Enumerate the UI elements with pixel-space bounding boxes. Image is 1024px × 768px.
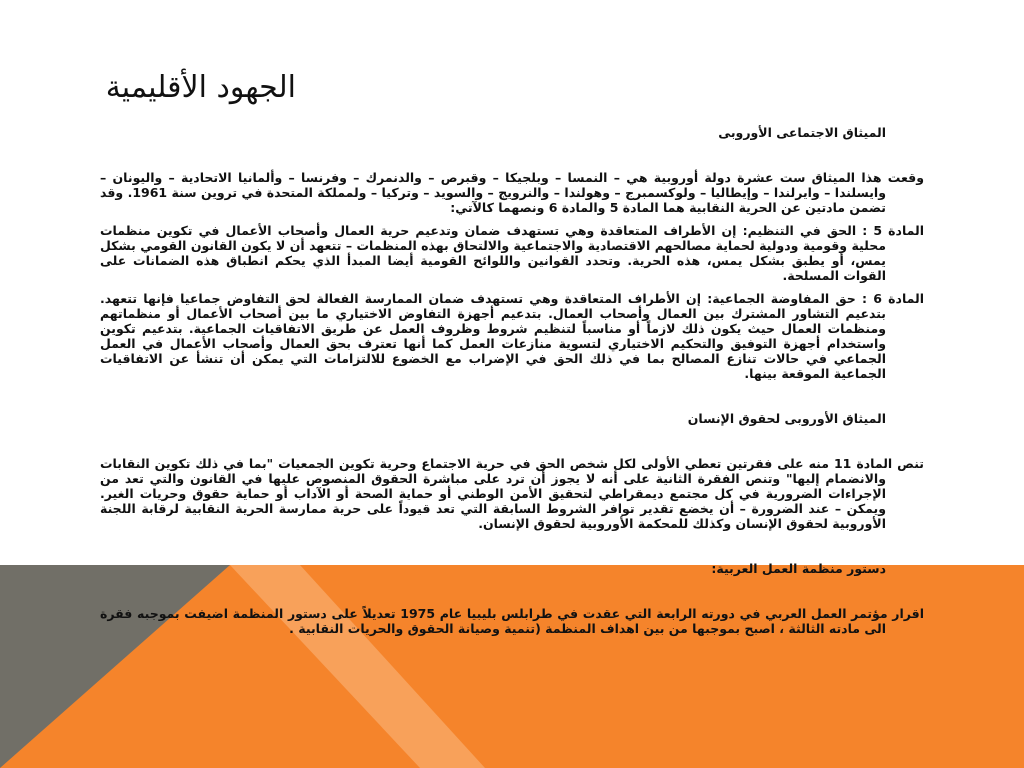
slide-title: الجهود الأقليمية	[105, 70, 296, 106]
paragraph-charter-signatories: وقعت هذا الميثاق ست عشرة دولة أوروبية هي – النمسا – وبلجيكا – وقبرص – والدنمرك – وفرنسا – وألمانيا الاتحادية – واليونان – وايسلندا – وايرلندا – وإيطاليا – ولوكسمبرج – وهولندا – والنرويج – والسويد – وتركيا – ولمملكة المتحدة في تروين سنة 1961. وقد تضمن مادتين عن الحرية النقابية هما المادة 5 والمادة 6 ونصهما كالآتي:	[100, 170, 924, 215]
section-heading-european-human-rights-charter: الميثاق الأوروبى لحقوق الإنسان	[687, 411, 886, 426]
spacer	[100, 531, 924, 561]
spacer	[100, 140, 924, 170]
paragraph-article-5: المادة 5 : الحق في التنظيم: إن الأطراف المتعاقدة وهي تستهدف ضمان وتدعيم حرية العمال وأصحاب الأعمال في تكوين منظمات محلية وقومية ودولية لحماية مصالحهم الاقتصادية والاجتماعية والالتحاق بهذه المنظمات – تتعهد أن لا يكون القانون القومي بشكل يمس، أو يطبق بشكل يمس، هذه الحرية. وتحدد القوانين واللوائح القومية أيضا المبدأ الذي يحكم انطباق هذه الضمانات على القوات المسلحة.	[100, 223, 924, 283]
paragraph-article-6: المادة 6 : حق المفاوضة الجماعية: إن الأطراف المتعاقدة وهي تستهدف ضمان الممارسة الفعالة لحق التفاوض جماعيا فإنها تتعهد. بتدعيم التشاور المشترك بين العمال وأصحاب العمال. بتدعيم أجهزة التفاوض الاختياري ما بين أصحاب الأعمال أو منظماتهم ومنظمات العمال حيث يكون ذلك لازماً أو مناسباً لتنظيم شروط وظروف العمل عن طريق الاتفاقيات الجماعية. بتدعيم تكوين واستخدام أجهزة التوفيق والتحكيم الاختياري لتسوية منازعات العمل كما أنها تعترف بحق العمال وأصحاب الأعمال في العمل الجماعي في حالات تنازع المصالح بما في ذلك الحق في الإضراب مع الخضوع للالتزامات التي يمكن أن تنشأ عن الاتفاقيات الجماعية الموقعة بينها.	[100, 291, 925, 381]
spacer	[100, 576, 924, 606]
spacer	[100, 215, 924, 223]
paragraph-article-11: تنص المادة 11 منه على فقرتين تعطي الأولى لكل شخص الحق في حرية الاجتماع وحرية تكوين الجمعيات "بما في ذلك تكوين النقابات والانضمام إليها" وتنص الفقرة الثانية على أنه لا يجوز أن ترد على مباشرة الحقوق المنصوص عليها في القانون والتي تعد من الإجراءات الضرورية في كل مجتمع ديمقراطي لتحقيق الأمن الوطني أو حماية الصحة أو الآداب أو حماية حقوق وحريات الغير. ويمكن – عند الضرورة – أن يخضع تقدير توافر الشروط السابقة التي تعد قيوداً على حرية ممارسة الحرية النقابية لرقابة اللجنة الأوروبية لحقوق الإنسان وكذلك للمحكمة الأوروبية لحقوق الإنسان.	[100, 456, 925, 531]
slide-content	[100, 125, 924, 636]
section-heading-arab-labour-constitution: دستور منظمة العمل العربية:	[711, 561, 886, 576]
paragraph-arab-labour-conference: اقرار مؤتمر العمل العربي في دورته الرابعة التي عقدت في طرابلس بليبيا عام 1975 تعديلاً على دستور المنظمة اضيفت بموجبه فقرة الى مادته الثالثة ، اصبح بموجبها من بين اهداف المنظمة (تنمية وصيانة الحقوق والحريات النقابية .	[100, 606, 925, 636]
spacer	[100, 381, 924, 411]
section-heading-european-social-charter: الميثاق الاجتماعى الأوروبى	[718, 125, 886, 140]
spacer	[100, 426, 924, 456]
spacer	[100, 283, 924, 291]
